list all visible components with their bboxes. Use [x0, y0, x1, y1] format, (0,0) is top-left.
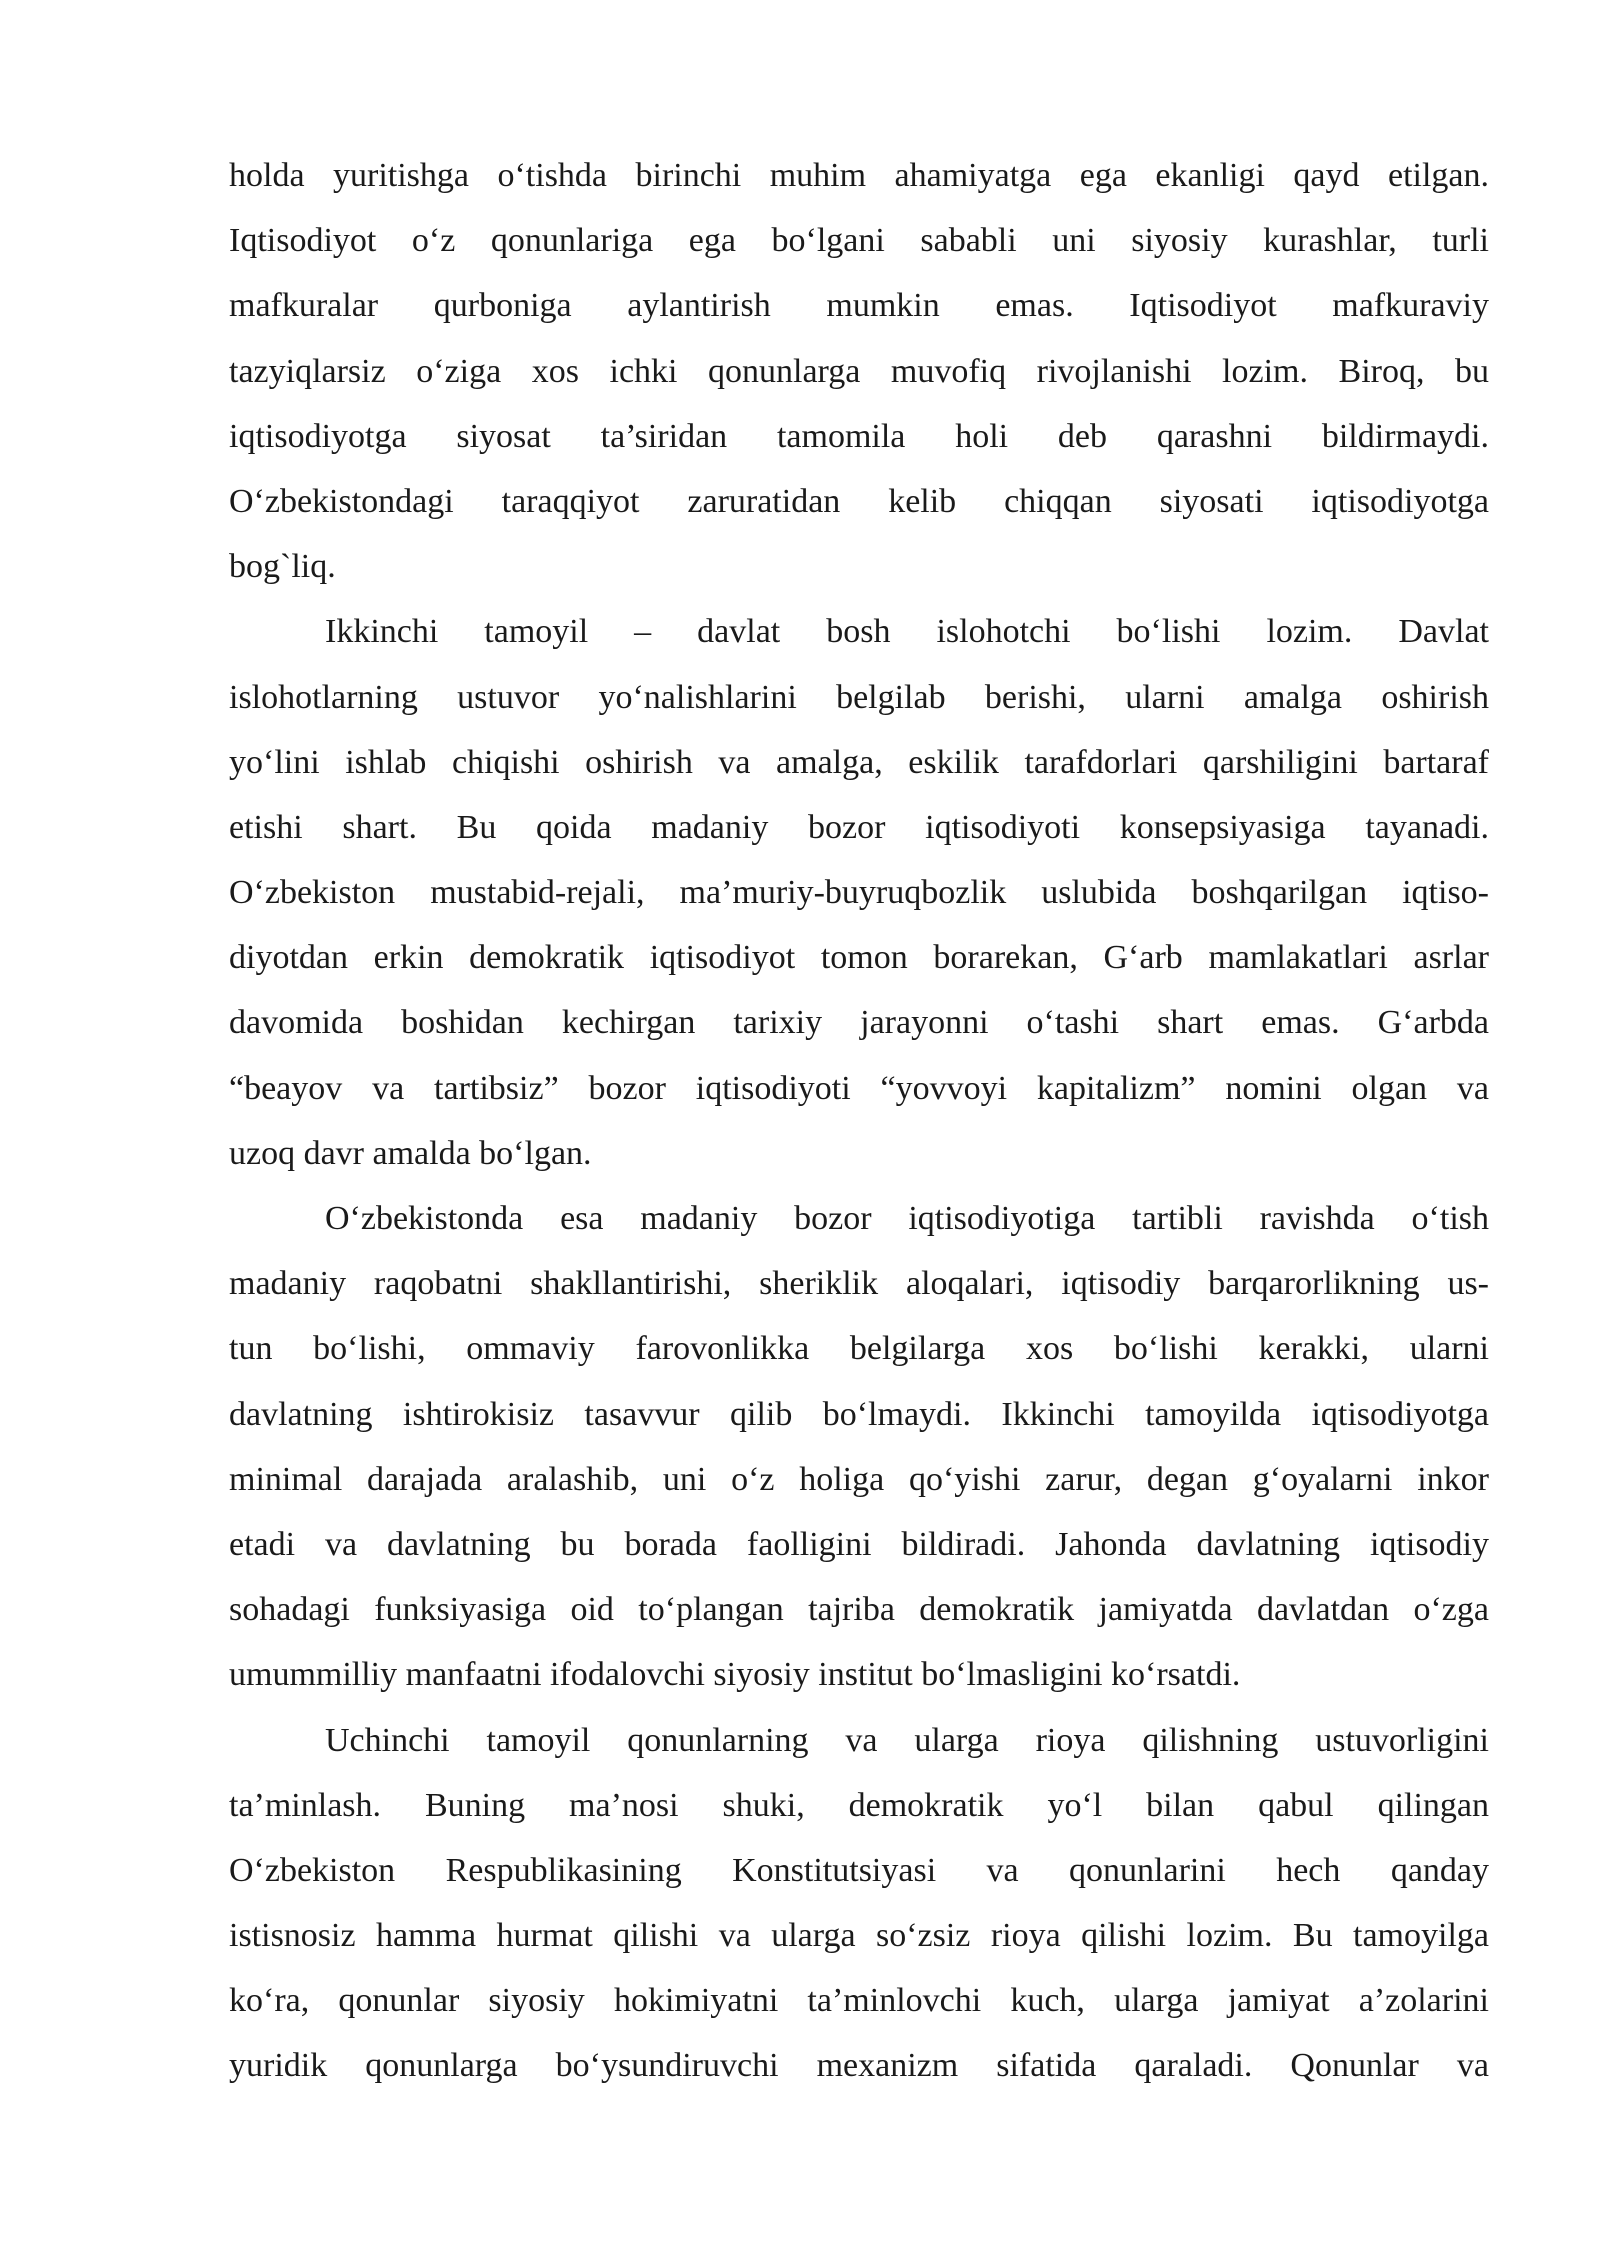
text-line: uzoq davr amalda bo‘lgan. [229, 1134, 592, 1172]
text-line: O‘zbekistondagi taraqqiyot zaruratidan kelib chiqqan siyosati iqtisodiyotga [229, 482, 1489, 520]
text-line: iqtisodiyotga siyosat ta’siridan tamomila holi deb qarashni bildirmaydi. [229, 417, 1489, 455]
text-line: islohotlarning ustuvor yo‘nalishlarini belgilab berishi, ularni amalga oshirish [229, 678, 1489, 716]
text-line: tun bo‘lishi, ommaviy farovonlikka belgilarga xos bo‘lishi kerakki, ularni [229, 1330, 1489, 1368]
text-line: Iqtisodiyot o‘z qonunlariga ega bo‘lgani sababli uni siyosiy kurashlar, turli [229, 222, 1489, 260]
paragraph-first-line: O‘zbekistonda esa madaniy bozor iqtisodiyotiga tartibli ravishda o‘tish [325, 1200, 1489, 1237]
text-line: O‘zbekiston mustabid-rejali, ma’muriy-buyruqbozlik uslubida boshqarilgan iqtiso- [229, 874, 1489, 912]
text-line: istisnosiz hamma hurmat qilishi va ularga so‘zsiz rioya qilishi lozim. Bu tamoyilga [229, 1917, 1489, 1955]
text-line: ta’minlash. Buning ma’nosi shuki, demokratik yo‘l bilan qabul qilingan [229, 1786, 1489, 1824]
text-line: davlatning ishtirokisiz tasavvur qilib bo‘lmaydi. Ikkinchi tamoyilda iqtisodiyotga [229, 1395, 1489, 1433]
text-line: davomida boshidan kechirgan tarixiy jarayonni o‘tashi shart emas. G‘arbda [229, 1004, 1489, 1042]
text-line: yo‘lini ishlab chiqishi oshirish va amalga, eskilik tarafdorlari qarshiligini bartaraf [229, 743, 1489, 781]
text-line: mafkuralar qurboniga aylantirish mumkin emas. Iqtisodiyot mafkuraviy [229, 287, 1489, 325]
text-line: sohadagi funksiyasiga oid to‘plangan tajriba demokratik jamiyatda davlatdan o‘zga [229, 1591, 1489, 1629]
text-line: ko‘ra, qonunlar siyosiy hokimiyatni ta’minlovchi kuch, ularga jamiyat a’zolarini [229, 1982, 1489, 2020]
text-line: etadi va davlatning bu borada faolligini bildiradi. Jahonda davlatning iqtisodiy [229, 1525, 1489, 1563]
body-text [229, 150, 1489, 2106]
text-line: madaniy raqobatni shakllantirishi, sheriklik aloqalari, iqtisodiy barqarorlikning us- [229, 1265, 1489, 1303]
paragraph-first-line: Uchinchi tamoyil qonunlarning va ularga rioya qilishning ustuvorligini [325, 1721, 1489, 1759]
text-line: yuridik qonunlarga bo‘ysundiruvchi mexanizm sifatida qaraladi. Qonunlar va [229, 2047, 1489, 2085]
text-line: holda yuritishga o‘tishda birinchi muhim ahamiyatga ega ekanligi qayd etilgan. [229, 157, 1489, 194]
text-line: bog`liq. [229, 548, 336, 586]
text-line: “beayov va tartibsiz” bozor iqtisodiyoti “yovvoyi kapitalizm” nomini olgan va [229, 1069, 1489, 1107]
text-line: umummilliy manfaatni ifodalovchi siyosiy institut bo‘lmasligini ko‘rsatdi. [229, 1656, 1241, 1694]
text-line: diyotdan erkin demokratik iqtisodiyot tomon borarekan, G‘arb mamlakatlari asrlar [229, 939, 1489, 977]
text-line: minimal darajada aralashib, uni o‘z holiga qo‘yishi zarur, degan g‘oyalarni inkor [229, 1460, 1489, 1498]
text-line: O‘zbekiston Respublikasining Konstitutsiyasi va qonunlarini hech qanday [229, 1851, 1489, 1889]
text-line: etishi shart. Bu qoida madaniy bozor iqtisodiyoti konsepsiyasiga tayanadi. [229, 808, 1489, 846]
text-line: tazyiqlarsiz o‘ziga xos ichki qonunlarga muvofiq rivojlanishi lozim. Biroq, bu [229, 352, 1489, 390]
paragraph-first-line: Ikkinchi tamoyil – davlat bosh islohotchi bo‘lishi lozim. Davlat [325, 613, 1489, 651]
